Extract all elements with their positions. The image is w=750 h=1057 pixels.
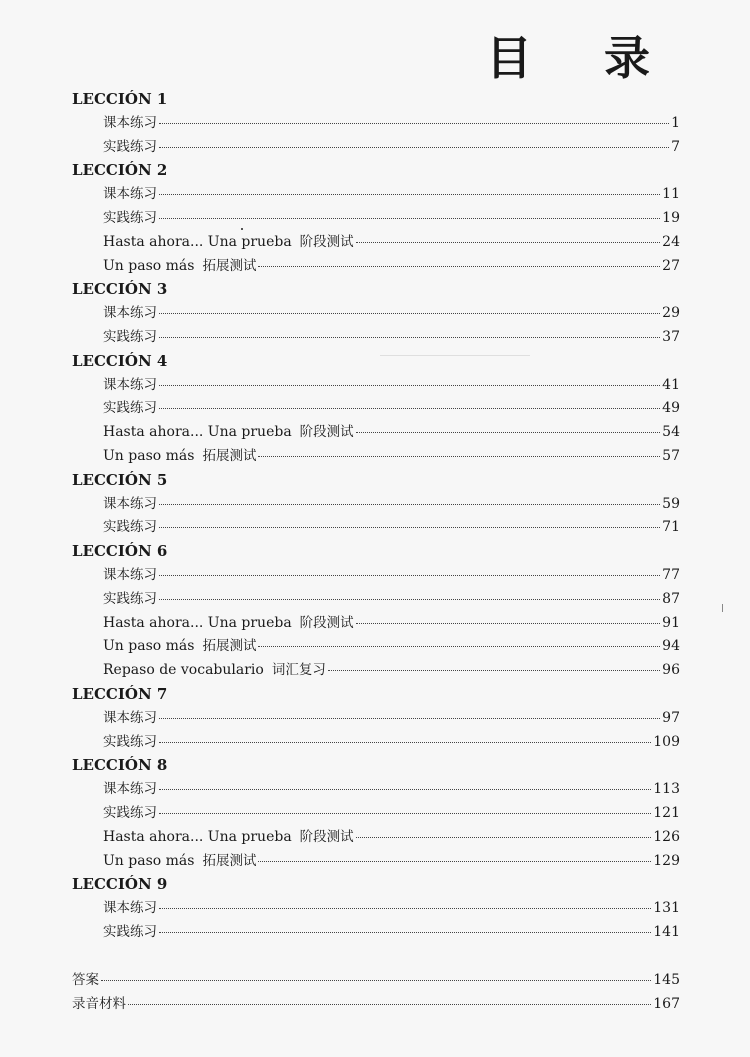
- page-number: 126: [653, 828, 680, 845]
- page-number: 113: [653, 781, 680, 798]
- page-number: 29: [662, 305, 680, 322]
- dot-leader: [159, 598, 660, 600]
- dot-leader: [159, 336, 660, 338]
- toc-entry: [72, 564, 680, 588]
- entry-title-chinese: 拓展测试: [202, 852, 257, 869]
- page-number: 24: [662, 233, 680, 250]
- entry-title-spanish: Repaso de vocabulario: [103, 662, 264, 679]
- entry-title-chinese: 阶段测试: [299, 233, 354, 250]
- entry-title-chinese: 课本练习: [103, 495, 157, 512]
- page-number: 57: [662, 447, 680, 464]
- dot-leader: [159, 526, 660, 528]
- entry-title-chinese: 课本练习: [103, 900, 157, 917]
- entry-title-chinese: 实践练习: [103, 733, 157, 750]
- dot-leader: [258, 265, 660, 267]
- page-number: 1: [671, 114, 680, 131]
- page-number: 71: [662, 519, 680, 536]
- toc-entry: [72, 255, 680, 279]
- dot-leader: [159, 931, 651, 933]
- page-number: 19: [662, 209, 680, 226]
- page-number: 145: [653, 972, 680, 988]
- entry-title: [103, 826, 354, 850]
- appendix-section: [72, 969, 680, 1017]
- toc-entry: [72, 778, 680, 802]
- entry-title: [103, 897, 157, 921]
- page-number: 131: [653, 900, 680, 917]
- entry-title: [103, 112, 157, 136]
- page-number: 96: [662, 662, 680, 679]
- entry-title: [72, 969, 99, 993]
- dot-leader: [159, 384, 660, 386]
- toc-entry: [72, 421, 680, 445]
- entry-title-chinese: 拓展测试: [202, 447, 257, 464]
- entry-title-spanish: Hasta ahora... Una prueba: [103, 614, 292, 631]
- entry-title-chinese: 拓展测试: [202, 638, 257, 655]
- scan-artifact-line: [380, 355, 530, 356]
- entry-title-spanish: Un paso más: [103, 638, 195, 655]
- entry-title: [103, 136, 157, 160]
- entry-title: [103, 302, 157, 326]
- toc-entry: [72, 659, 680, 683]
- entry-title-chinese: 课本练习: [103, 709, 157, 726]
- toc-entry: [72, 731, 680, 755]
- dot-leader: [258, 455, 660, 457]
- entry-title-chinese: 实践练习: [103, 923, 157, 940]
- entry-title-chinese: 课本练习: [103, 566, 157, 583]
- toc-entry: [72, 112, 680, 136]
- toc-entry: [72, 707, 680, 731]
- dot-leader: [128, 1003, 651, 1005]
- dot-leader: [159, 312, 660, 314]
- entry-title-chinese: 实践练习: [103, 804, 157, 821]
- entry-title-chinese: 阶段测试: [299, 424, 354, 441]
- dot-leader: [159, 812, 651, 814]
- toc-entry: [72, 612, 680, 636]
- page-title: 目 录: [485, 31, 678, 85]
- entry-title: [103, 207, 157, 231]
- dot-leader: [159, 146, 669, 148]
- dot-leader: [356, 836, 652, 838]
- lesson-heading: LECCIÓN 3: [72, 280, 168, 299]
- page-number: 129: [653, 852, 680, 869]
- entry-title: [103, 421, 354, 445]
- page-number: 7: [671, 138, 680, 155]
- toc-entry: [72, 231, 680, 255]
- page-number: 167: [653, 995, 680, 1012]
- page-number: 59: [662, 495, 680, 512]
- entry-title: [103, 516, 157, 540]
- entry-title-chinese: 课本练习: [103, 186, 157, 203]
- scan-artifact-dot: [241, 228, 243, 230]
- page-number: 91: [662, 614, 680, 631]
- dot-leader: [159, 741, 651, 743]
- dot-leader: [159, 217, 660, 219]
- entry-title: [103, 326, 157, 350]
- page-number: 54: [662, 424, 680, 441]
- page-number: 94: [662, 638, 680, 655]
- toc-entry: [72, 445, 680, 469]
- toc-entry: [72, 897, 680, 921]
- dot-leader: [159, 503, 660, 505]
- entry-title-spanish: Un paso más: [103, 852, 195, 869]
- entry-title: [103, 612, 354, 636]
- entry-title: [103, 588, 157, 612]
- dot-leader: [159, 193, 660, 195]
- entry-title: [103, 255, 256, 279]
- page-number: 41: [662, 376, 680, 393]
- dot-leader: [159, 122, 669, 124]
- entry-title: [103, 850, 256, 874]
- dot-leader: [159, 717, 660, 719]
- entry-title-spanish: Hasta ahora... Una prueba: [103, 233, 292, 250]
- lesson-heading: LECCIÓN 1: [72, 90, 168, 108]
- lesson-heading: LECCIÓN 9: [72, 875, 168, 894]
- lesson-heading: LECCIÓN 8: [72, 756, 168, 775]
- page-number: 49: [662, 400, 680, 417]
- entry-title: [103, 921, 157, 945]
- entry-title-spanish: Hasta ahora... Una prueba: [103, 424, 292, 441]
- entry-title: [103, 778, 157, 802]
- entry-title: [72, 993, 126, 1017]
- dot-leader: [159, 407, 660, 409]
- toc-entry: [72, 183, 680, 207]
- entry-title: [103, 445, 256, 469]
- dot-leader: [159, 574, 660, 576]
- entry-title-chinese: 阶段测试: [299, 614, 354, 631]
- entry-title: [103, 659, 326, 683]
- lesson-heading: LECCIÓN 7: [72, 684, 168, 703]
- entry-title-chinese: 词汇复习: [271, 662, 326, 679]
- entry-title-chinese: 阶段测试: [299, 828, 354, 845]
- toc-entry: [72, 588, 680, 612]
- page-number: 11: [662, 186, 680, 203]
- toc-entry: [72, 516, 680, 540]
- dot-leader: [328, 669, 660, 671]
- entry-title: [103, 635, 256, 659]
- toc-entry: [72, 374, 680, 398]
- entry-title: [103, 564, 157, 588]
- page-number: 121: [653, 804, 680, 821]
- toc-entry: [72, 635, 680, 659]
- page-number: 27: [662, 257, 680, 274]
- table-of-contents: [72, 88, 680, 945]
- entry-title: [103, 374, 157, 398]
- entry-title-chinese: 课本练习: [103, 305, 157, 322]
- toc-entry: [72, 493, 680, 517]
- entry-title: [103, 397, 157, 421]
- toc-entry: [72, 326, 680, 350]
- toc-entry: [72, 993, 680, 1017]
- entry-title-chinese: 课本练习: [103, 376, 157, 393]
- entry-title-chinese: 录音材料: [72, 995, 126, 1012]
- dot-leader: [258, 860, 651, 862]
- page-number: 109: [653, 733, 680, 750]
- page-number: 37: [662, 328, 680, 345]
- entry-title-chinese: 实践练习: [103, 328, 157, 345]
- lesson-heading: LECCIÓN 4: [72, 351, 168, 370]
- toc-entry: [72, 397, 680, 421]
- toc-entry: [72, 302, 680, 326]
- entry-title-chinese: 实践练习: [103, 400, 157, 417]
- lesson-heading: LECCIÓN 6: [72, 542, 168, 561]
- dot-leader: [101, 979, 651, 981]
- entry-title-chinese: 实践练习: [103, 590, 157, 607]
- toc-entry: [72, 826, 680, 850]
- dot-leader: [159, 788, 651, 790]
- entry-title-chinese: 实践练习: [103, 138, 157, 155]
- toc-entry: [72, 136, 680, 160]
- scan-artifact-tick: [722, 604, 723, 612]
- dot-leader: [159, 907, 651, 909]
- entry-title-spanish: Hasta ahora... Una prueba: [103, 828, 292, 845]
- page-number: 77: [662, 566, 680, 583]
- entry-title-chinese: 课本练习: [103, 114, 157, 131]
- toc-entry: [72, 802, 680, 826]
- dot-leader: [258, 645, 660, 647]
- dot-leader: [356, 431, 661, 433]
- entry-title-spanish: Un paso más: [103, 257, 195, 274]
- toc-entry: [72, 850, 680, 874]
- page-number: 87: [662, 590, 680, 607]
- entry-title: [103, 183, 157, 207]
- dot-leader: [356, 241, 661, 243]
- page-number: 97: [662, 709, 680, 726]
- entry-title-chinese: 课本练习: [103, 781, 157, 798]
- entry-title-chinese: 答案: [72, 972, 99, 988]
- dot-leader: [356, 622, 661, 624]
- entry-title-chinese: 实践练习: [103, 519, 157, 536]
- lesson-heading: LECCIÓN 5: [72, 470, 168, 489]
- entry-title-chinese: 拓展测试: [202, 257, 257, 274]
- entry-title-spanish: Un paso más: [103, 447, 195, 464]
- entry-title: [103, 493, 157, 517]
- entry-title: [103, 731, 157, 755]
- entry-title: [103, 802, 157, 826]
- lesson-heading: LECCIÓN 2: [72, 161, 168, 180]
- page-number: 141: [653, 923, 680, 940]
- toc-entry: [72, 969, 680, 993]
- toc-entry: [72, 207, 680, 231]
- entry-title-chinese: 实践练习: [103, 209, 157, 226]
- toc-entry: [72, 921, 680, 945]
- entry-title: [103, 231, 354, 255]
- entry-title: [103, 707, 157, 731]
